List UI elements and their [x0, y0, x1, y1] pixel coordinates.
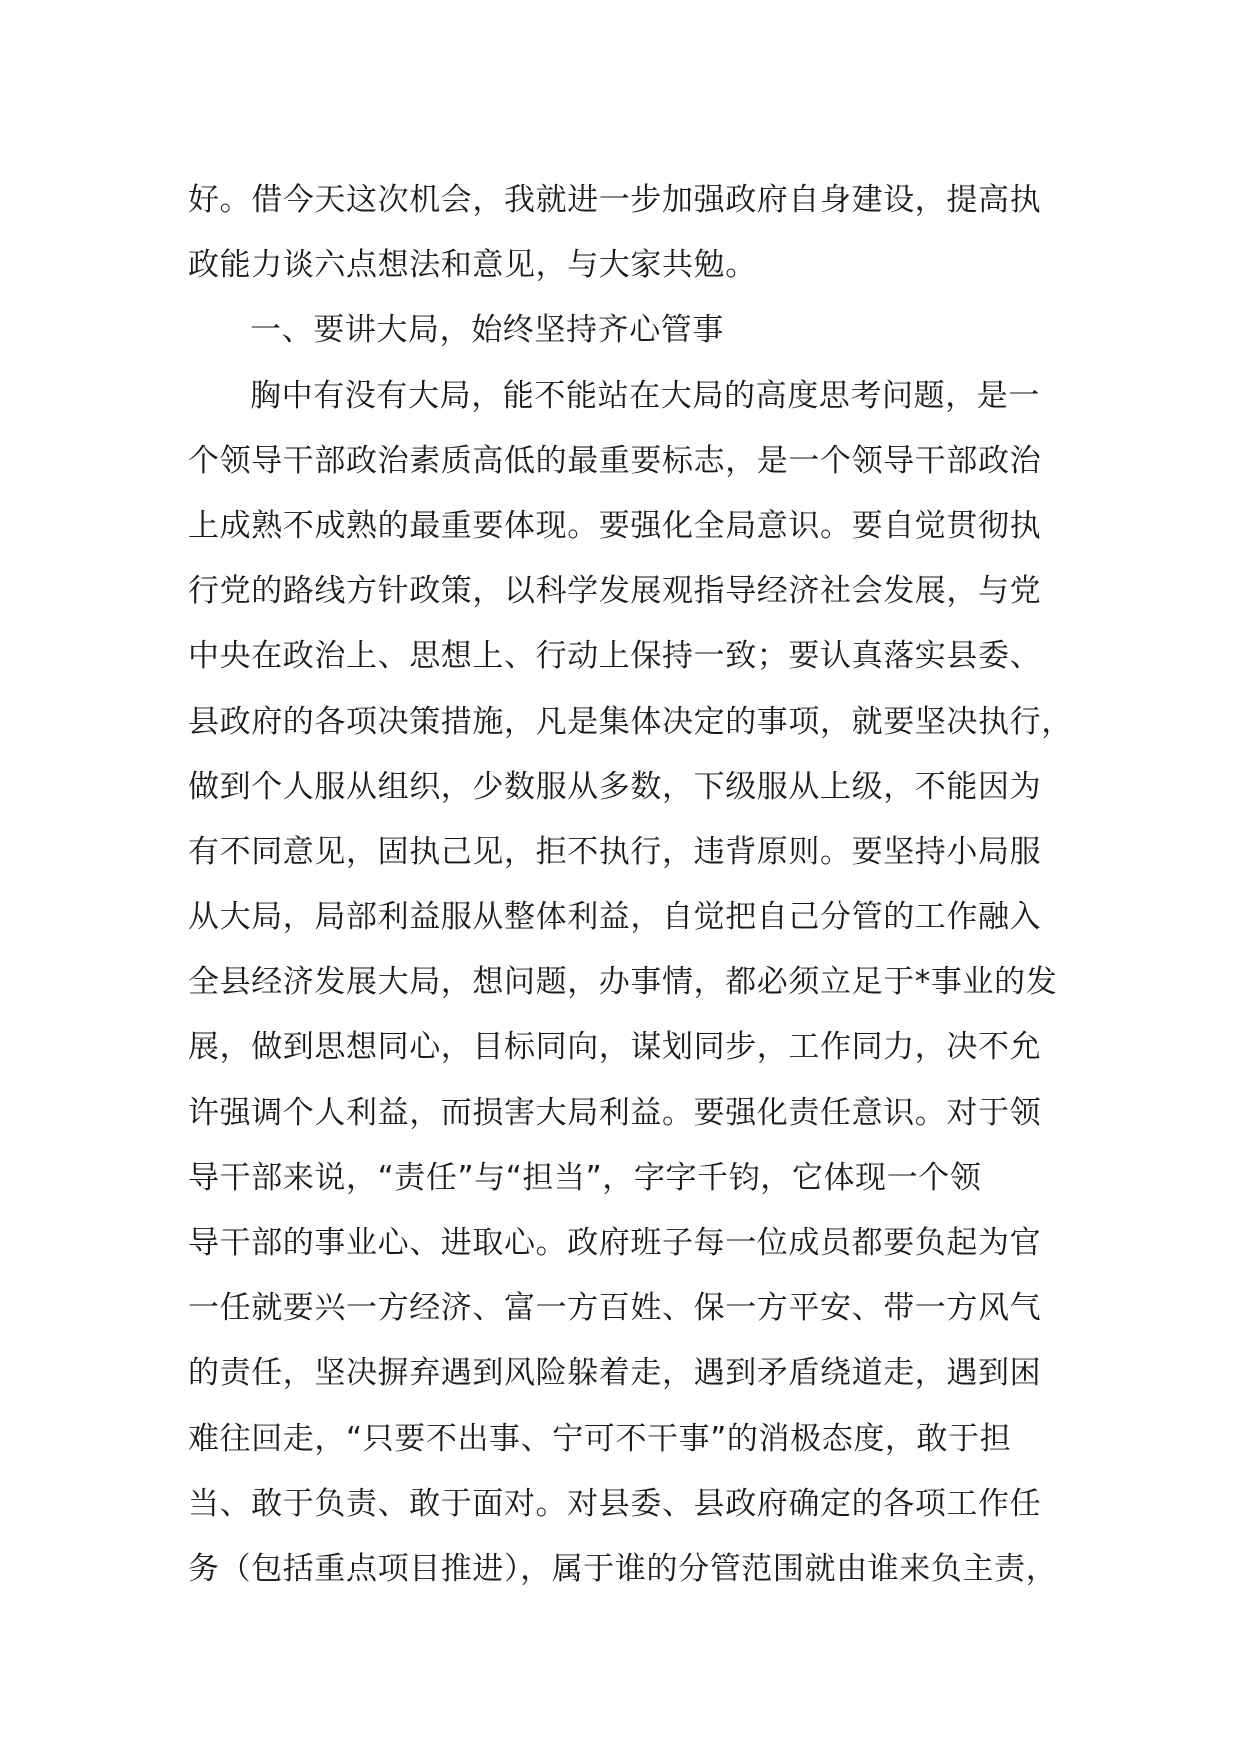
text-line: 导干部来说，“责任”与“担当”，字字千钧，它体现一个领: [188, 1159, 982, 1196]
text-line: 好。借今天这次机会，我就进一步加强政府自身建设，提高执: [188, 182, 1042, 218]
text-line: 展，做到思想同心，目标同向，谋划同步，工作同力，决不允: [188, 1029, 1042, 1066]
body-text: [188, 168, 1088, 1602]
paragraph-first-line: 胸中有没有大局，能不能站在大局的高度思考问题，是一: [250, 377, 1040, 414]
text-line: 做到个人服从组织，少数服从多数，下级服从上级，不能因为: [188, 768, 1042, 805]
text-line: 有不同意见，固执己见，拒不执行，违背原则。要坚持小局服: [188, 833, 1042, 870]
text-line: 个领导干部政治素质高低的最重要标志，是一个领导干部政治: [188, 442, 1042, 479]
text-line: 政能力谈六点想法和意见，与大家共勉。: [188, 247, 757, 284]
text-line: 难往回走，“只要不出事、宁可不干事”的消极态度，敢于担: [188, 1420, 1012, 1457]
text-line: 的责任，坚决摒弃遇到风险躲着走，遇到矛盾绕道走，遇到困: [188, 1355, 1042, 1392]
text-line: 当、敢于负责、敢于面对。对县委、县政府确定的各项工作任: [188, 1485, 1042, 1522]
text-line: 一任就要兴一方经济、富一方百姓、保一方平安、带一方风气: [188, 1290, 1042, 1327]
section-heading: 一、要讲大局，始终坚持齐心管事: [250, 312, 724, 349]
text-line: 行党的路线方针政策，以科学发展观指导经济社会发展，与党: [188, 573, 1042, 610]
text-line: 导干部的事业心、进取心。政府班子每一位成员都要负起为官: [188, 1225, 1042, 1261]
text-line: 县政府的各项决策措施，凡是集体决定的事项，就要坚决执行，: [188, 703, 1073, 740]
text-line: 务（包括重点项目推进），属于谁的分管范围就由谁来负主责，: [188, 1550, 1058, 1587]
text-line: 从大局，局部利益服从整体利益，自觉把自己分管的工作融入: [188, 899, 1042, 936]
text-line: 中央在政治上、思想上、行动上保持一致；要认真落实县委、: [188, 638, 1042, 675]
text-line: 许强调个人利益，而损害大局利益。要强化责任意识。对于领: [188, 1094, 1042, 1131]
text-line: 上成熟不成熟的最重要体现。要强化全局意识。要自觉贯彻执: [188, 507, 1042, 544]
text-line: 全县经济发展大局，想问题，办事情，都必须立足于*事业的发: [188, 964, 1058, 1001]
